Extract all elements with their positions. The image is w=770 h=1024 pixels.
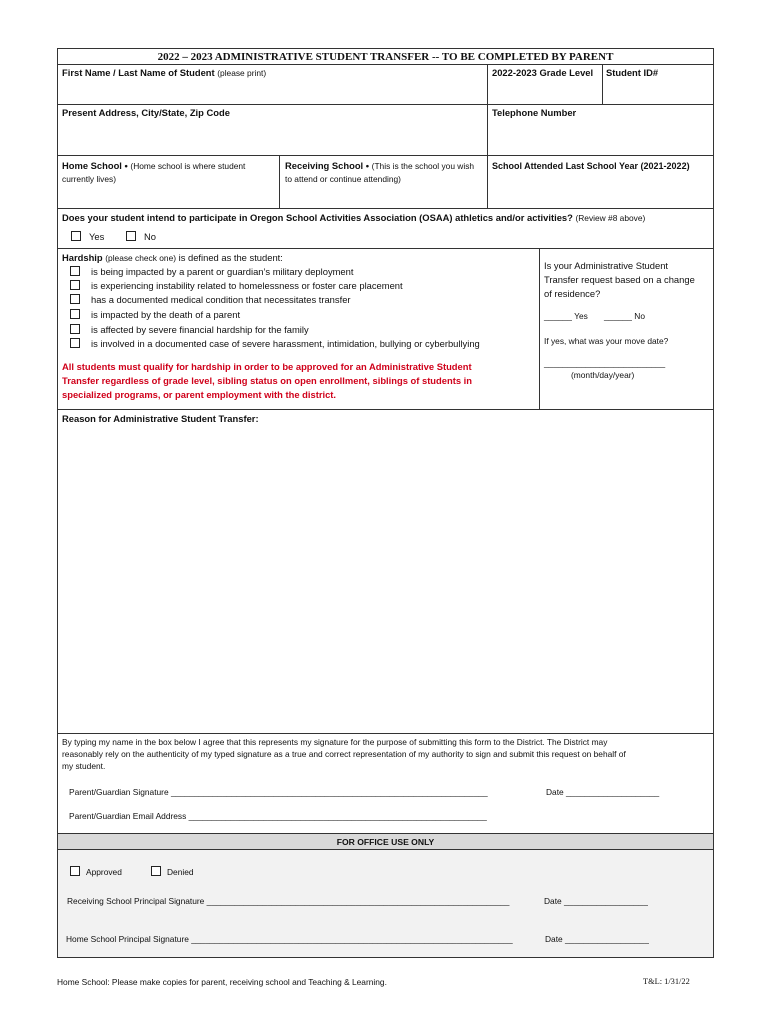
home-school-label-text: Home School •: [62, 160, 128, 171]
office-use-header-text: FOR OFFICE USE ONLY: [336, 837, 435, 847]
student-id-label: Student ID#: [606, 67, 659, 78]
signature-statement-line-2: reasonably rely on the authenticity of my typed signature as a true and correct representation of my authority to sign and submit this request on behalf of: [62, 749, 626, 759]
phone-label: Telephone Number: [492, 107, 577, 118]
phone-field[interactable]: [490, 120, 711, 153]
hardship-checkbox-financial[interactable]: [70, 324, 80, 334]
residence-question-line-2: Transfer request based on a change: [544, 274, 695, 285]
hardship-checkbox-medical[interactable]: [70, 294, 80, 304]
hardship-checkbox-harassment[interactable]: [70, 338, 80, 348]
hardship-heading: [62, 252, 283, 264]
home-principal-date-field[interactable]: Date __________________: [545, 934, 649, 944]
osaa-yes-checkbox[interactable]: [71, 231, 81, 241]
receiving-school-label-text: Receiving School •: [285, 160, 370, 171]
receiving-school-hint: (This is the school you wish: [371, 161, 475, 171]
signature-statement-line-3: my student.: [62, 761, 106, 771]
receiving-principal-date-field[interactable]: Date __________________: [544, 896, 648, 906]
osaa-question: [62, 212, 645, 224]
receiving-school-field[interactable]: [282, 186, 484, 206]
parent-signature-field[interactable]: Parent/Guardian Signature ____________________________________________________________________: [69, 787, 488, 797]
residence-yes-option[interactable]: ______ Yes: [544, 311, 588, 321]
hardship-intro: is defined as the student:: [178, 252, 283, 263]
hardship-hint: (please check one): [105, 253, 177, 263]
grade-level-label: 2022-2023 Grade Level: [492, 67, 594, 78]
osaa-yes-label: Yes: [89, 231, 105, 242]
hardship-option-financial: is affected by severe financial hardship for the family: [91, 324, 309, 335]
last-school-field[interactable]: [490, 174, 711, 206]
footer-note: Home School: Please make copies for parent, receiving school and Teaching & Learning.: [57, 977, 387, 987]
home-school-hint: (Home school is where student: [130, 161, 246, 171]
hardship-option-homelessness: is experiencing instability related to homelessness or foster care placement: [91, 280, 403, 291]
approved-label: Approved: [86, 867, 122, 877]
home-school-field[interactable]: [60, 186, 276, 206]
grade-level-field[interactable]: [490, 80, 600, 102]
denied-label: Denied: [167, 867, 194, 877]
hardship-checkbox-homelessness[interactable]: [70, 280, 80, 290]
residence-no-option[interactable]: ______ No: [604, 311, 645, 321]
hardship-option-harassment: is involved in a documented case of severe harassment, intimidation, bullying or cyberbullying: [91, 338, 480, 349]
home-principal-signature-field[interactable]: Home School Principal Signature _____________________________________________________________________: [66, 934, 513, 944]
hardship-notice-line-3: specialized programs, or parent employment with the district.: [62, 389, 337, 400]
footer-code: T&L: 1/31/22: [643, 977, 690, 986]
home-school-label: [62, 160, 245, 172]
student-name-field[interactable]: [60, 80, 484, 102]
hardship-option-military: is being impacted by a parent or guardian’s military deployment: [91, 266, 354, 277]
home-school-hint-2: currently lives): [62, 174, 116, 184]
move-date-field[interactable]: __________________________: [544, 358, 666, 368]
receiving-principal-signature-field[interactable]: Receiving School Principal Signature _________________________________________________________________: [67, 896, 510, 906]
signature-statement-line-1: By typing my name in the box below I agree that this represents my signature for the purpose of submitting this form to the District. The District may: [62, 737, 608, 747]
osaa-review-note: (Review #8 above): [575, 213, 646, 223]
hardship-option-death: is impacted by the death of a parent: [91, 309, 241, 320]
reason-textarea[interactable]: [60, 428, 711, 730]
student-name-hint: (please print): [217, 68, 267, 78]
move-date-question: If yes, what was your move date?: [544, 336, 669, 346]
residence-question-line-3: of residence?: [544, 288, 601, 299]
move-date-format: (month/day/year): [571, 370, 635, 380]
receiving-school-label: [285, 160, 474, 172]
student-name-label-text: First Name / Last Name of Student: [62, 67, 215, 78]
hardship-notice-line-1: All students must qualify for hardship in order to be approved for an Administrative Student: [62, 361, 472, 372]
form-title: 2022 – 2023 ADMINISTRATIVE STUDENT TRANSFER -- TO BE COMPLETED BY PARENT: [157, 51, 614, 63]
osaa-question-text: Does your student intend to participate in Oregon School Activities Association (OSAA) athletics and/or activities?: [62, 212, 573, 223]
osaa-no-label: No: [144, 231, 156, 242]
hardship-notice-line-2: Transfer regardless of grade level, sibling status on open enrollment, siblings of students in: [62, 375, 472, 386]
student-id-field[interactable]: [605, 80, 711, 102]
hardship-checkbox-death[interactable]: [70, 309, 80, 319]
denied-checkbox[interactable]: [151, 866, 161, 876]
hardship-checkbox-military[interactable]: [70, 266, 80, 276]
receiving-school-hint-2: to attend or continue attending): [285, 174, 401, 184]
osaa-no-checkbox[interactable]: [126, 231, 136, 241]
student-name-label: [62, 67, 266, 79]
reason-label: Reason for Administrative Student Transfer:: [62, 413, 259, 424]
hardship-option-medical: has a documented medical condition that necessitates transfer: [91, 294, 351, 305]
address-field[interactable]: [60, 120, 484, 153]
parent-date-field[interactable]: Date ____________________: [546, 787, 660, 797]
address-label: Present Address, City/State, Zip Code: [62, 107, 230, 118]
parent-email-field[interactable]: Parent/Guardian Email Address ________________________________________________________________: [69, 811, 487, 821]
approved-checkbox[interactable]: [70, 866, 80, 876]
hardship-label: Hardship: [62, 252, 103, 263]
residence-question-line-1: Is your Administrative Student: [544, 260, 669, 271]
last-school-label: School Attended Last School Year (2021-2022): [492, 161, 690, 171]
